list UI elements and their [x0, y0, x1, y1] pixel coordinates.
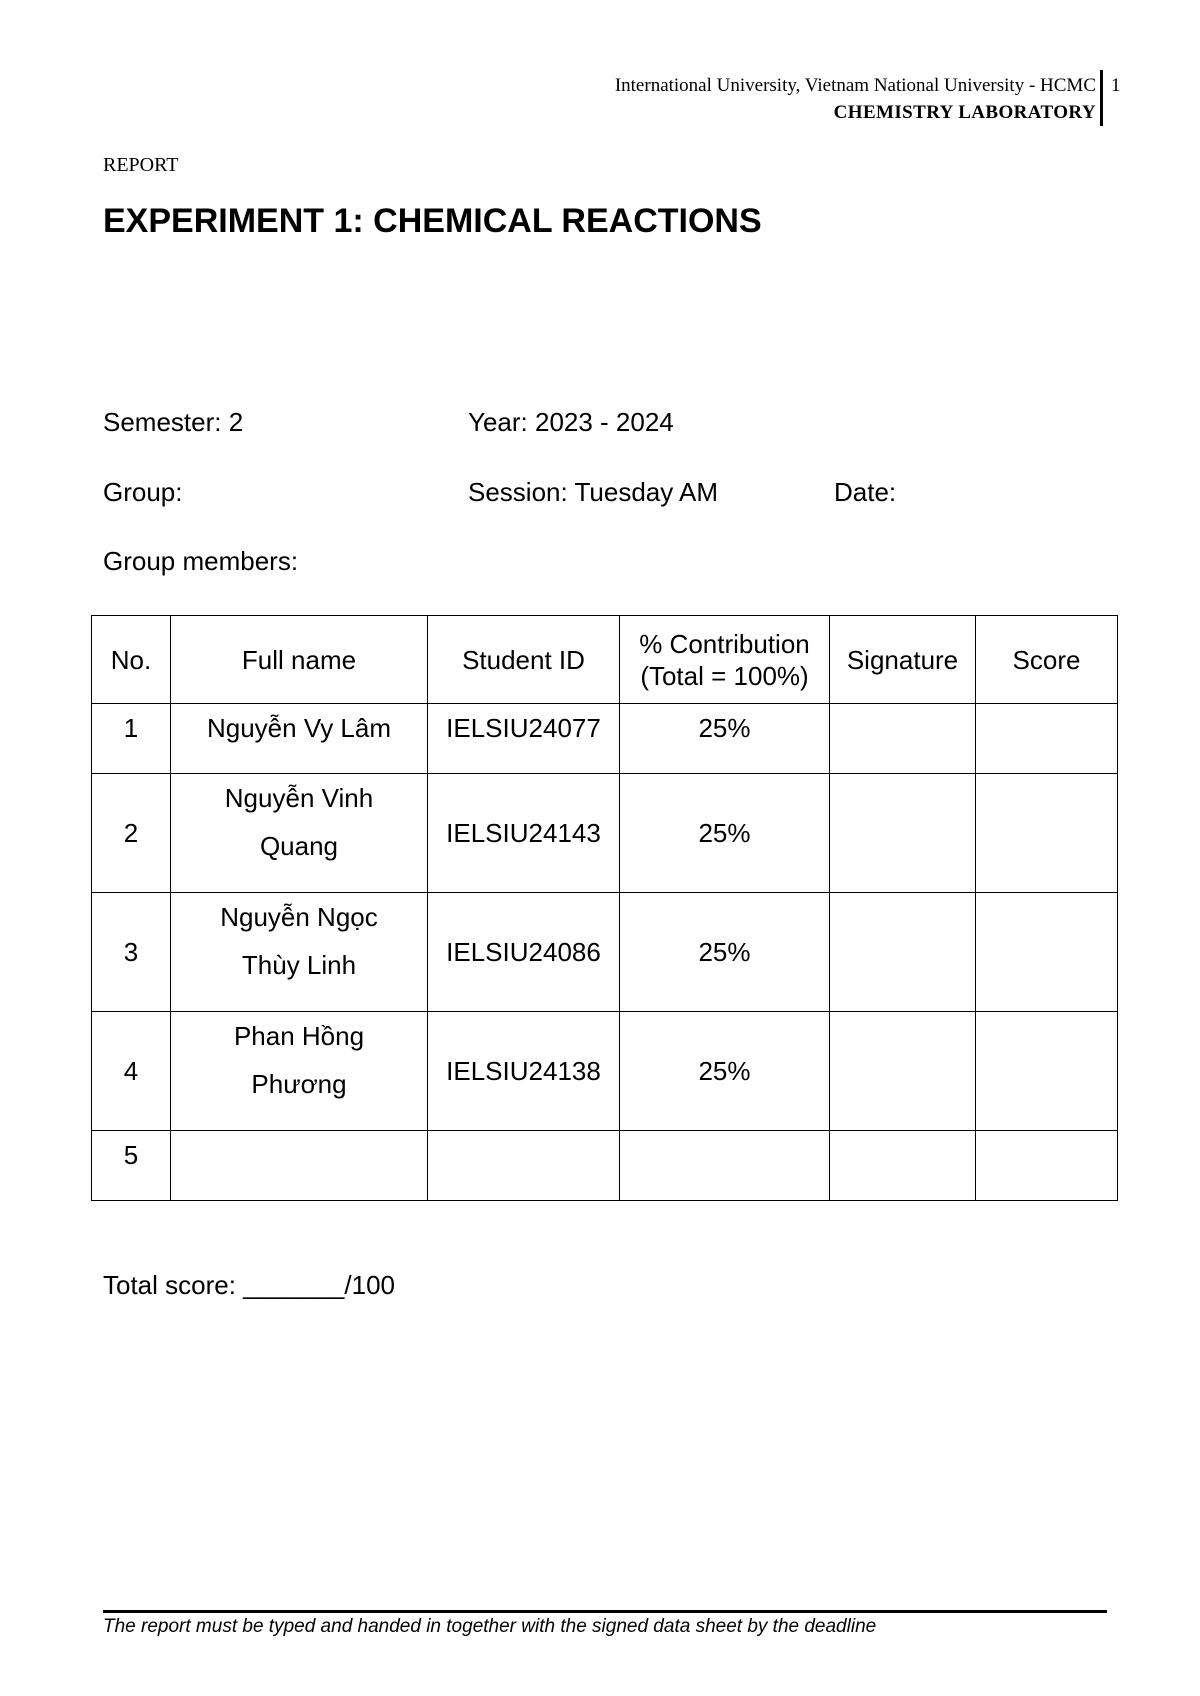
row-signature: [830, 893, 976, 1012]
row-score: [976, 774, 1118, 893]
row-full-name: [171, 704, 428, 774]
page-header: [615, 72, 1096, 126]
group-field: Group:: [103, 477, 183, 507]
row-full-name: [171, 1012, 428, 1131]
row-score: [976, 1131, 1118, 1201]
row-signature: [830, 774, 976, 893]
header-no: No.: [92, 616, 171, 704]
table-row: [92, 893, 1118, 1012]
name-line: Phan Hồng: [233, 1021, 365, 1051]
table-row: [92, 1012, 1118, 1131]
document-title: EXPERIMENT 1: CHEMICAL REACTIONS: [103, 202, 762, 240]
lab-name: CHEMISTRY LABORATORY: [833, 102, 1096, 123]
table-row: [92, 1131, 1118, 1201]
name-line: Nguyễn Ngọc: [220, 902, 378, 932]
row-student-id: IELSIU24086: [428, 893, 620, 1012]
semester-field: Semester: 2: [103, 407, 244, 437]
row-student-id: [428, 1131, 620, 1201]
row-full-name: [171, 893, 428, 1012]
header-score: Score: [976, 616, 1118, 704]
row-no: 2: [92, 774, 171, 893]
row-no: 3: [92, 893, 171, 1012]
total-score: Total score: _______/100: [103, 1270, 395, 1300]
header-divider: [1100, 70, 1103, 126]
row-signature: [830, 1131, 976, 1201]
row-score: [976, 893, 1118, 1012]
year-field: Year: 2023 - 2024: [468, 407, 674, 437]
row-signature: [830, 1012, 976, 1131]
footer-divider: [103, 1610, 1107, 1613]
header-contribution-line2: (Total = 100%): [640, 660, 809, 691]
row-score: [976, 704, 1118, 774]
report-label: REPORT: [103, 154, 179, 176]
header-contribution: [620, 616, 830, 704]
row-student-id: IELSIU24077: [428, 704, 620, 774]
row-contribution: 25%: [620, 1012, 830, 1131]
header-student-id: Student ID: [428, 616, 620, 704]
table-row: [92, 704, 1118, 774]
name-line: Thùy Linh: [241, 950, 357, 980]
row-contribution: 25%: [620, 893, 830, 1012]
row-no: 4: [92, 1012, 171, 1131]
row-full-name: [171, 774, 428, 893]
header-contribution-line1: % Contribution: [639, 628, 810, 659]
header-signature: Signature: [830, 616, 976, 704]
table-row: [92, 774, 1118, 893]
footer-note: The report must be typed and handed in together with the signed data sheet by the deadline: [103, 1616, 877, 1637]
name-line: Phương: [251, 1069, 347, 1099]
row-score: [976, 1012, 1118, 1131]
page-number: 1: [1111, 75, 1121, 96]
group-members-label: Group members:: [103, 546, 299, 576]
row-contribution: 25%: [620, 704, 830, 774]
name-line: Quang: [259, 831, 339, 861]
name-line: Nguyễn Vinh: [224, 783, 374, 813]
row-no: 1: [92, 704, 171, 774]
group-members-table: [91, 615, 1118, 1201]
date-field: Date:: [834, 477, 897, 507]
name-line: Nguyễn Vy Lâm: [206, 713, 392, 743]
row-no: 5: [92, 1131, 171, 1201]
header-full-name: Full name: [171, 616, 428, 704]
row-contribution: 25%: [620, 774, 830, 893]
row-full-name: [171, 1131, 428, 1201]
row-student-id: IELSIU24138: [428, 1012, 620, 1131]
row-contribution: [620, 1131, 830, 1201]
university-name: International University, Vietnam National University - HCMC: [614, 75, 1096, 96]
row-signature: [830, 704, 976, 774]
table-header-row: [92, 616, 1118, 704]
row-student-id: IELSIU24143: [428, 774, 620, 893]
session-field: Session: Tuesday AM: [468, 477, 719, 507]
